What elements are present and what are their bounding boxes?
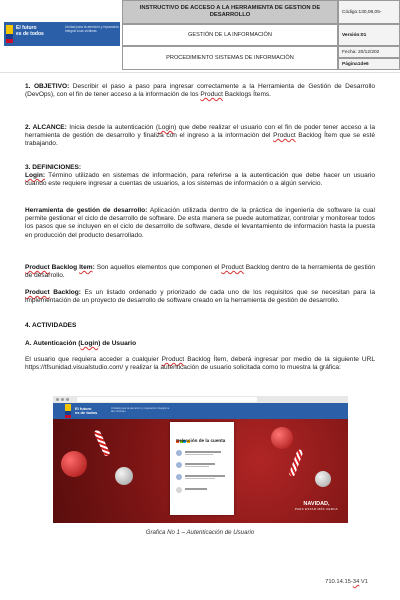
login-term: Login: xyxy=(25,172,45,180)
auth-product-word: Product xyxy=(161,356,185,363)
pbi-term-backlog: Backlog xyxy=(49,264,80,271)
logo-cell xyxy=(0,0,122,70)
account-option[interactable] xyxy=(176,449,230,458)
address-bar xyxy=(77,397,257,402)
auth-heading-login: Login xyxy=(80,340,99,347)
document-code: Código:130,08,05- xyxy=(338,0,400,24)
document-header xyxy=(0,0,400,72)
government-logo xyxy=(4,22,120,46)
figure-logo-bar xyxy=(53,403,348,419)
definiciones-heading: 3. DEFINICIONES: xyxy=(25,164,82,171)
ornament-icon xyxy=(115,467,133,485)
ornament-icon xyxy=(61,451,87,477)
pbi-product-word: Product xyxy=(221,264,244,271)
alcance-text: Inicia desde la autenticación ( xyxy=(66,124,159,131)
objetivo-heading: 1. OBJETIVO: xyxy=(25,83,70,90)
def-herramienta xyxy=(25,207,375,240)
banner-line2: PARA ESTAR MÁS CERCA xyxy=(294,507,338,511)
login-definition: Término utilizado en sistemas de información, para referirse a la autenticación que debe hacer un usuario cuando este requiere ingresar a cuentas de usuarios, a los sistemas de información o a algún servicio. xyxy=(25,172,375,188)
pb-term-product: Product xyxy=(25,289,50,296)
herramienta-term: Herramienta de gestión de desarrollo: xyxy=(25,207,148,214)
pbi-term-colon: : xyxy=(92,264,95,271)
pbi-definition: Son aquellos elementos que componen el xyxy=(94,264,222,271)
process-name: GESTIÓN DE LA INFORMACIÓN xyxy=(122,24,338,46)
section-objetivo xyxy=(25,83,375,99)
figure-logo-subtext: Unidad para la atención y reparación integral a las víctimas xyxy=(111,406,169,414)
document-date: Fecha: 20/12/202 xyxy=(338,46,400,58)
banner-line1: NAVIDAD, xyxy=(303,501,330,507)
use-another-account-option[interactable] xyxy=(176,486,230,495)
objetivo-text: Describir el paso a paso para ingresar correctamente a la Herramienta de Gestión de Desarrollo (DevOps), con el fin de tener acceso a la información de los xyxy=(25,83,375,99)
ornament-icon xyxy=(315,471,331,487)
logo-subtext: Unidad para la atención y reparación integral a las víctimas xyxy=(65,25,119,34)
dialog-title: Selección de la cuenta xyxy=(176,438,226,443)
header-divider xyxy=(0,72,400,73)
figure-logo-text: El futuro es de todos xyxy=(75,406,98,416)
candy-cane-icon xyxy=(288,449,303,477)
microsoft-logo-icon xyxy=(176,430,192,434)
herramienta-definition: Aplicación utilizada dentro de la práctica de ingeniería de software la cual permite gestionar el ciclo de desarrollo de software. De esta manera se puede automatizar, controlar y monitorear todos los pasos que se incluyen en el ciclo de desarrollo de software, desde el levantamiento de información hasta la puesta en producción del producto desarrollado. xyxy=(25,207,375,239)
account-option[interactable] xyxy=(176,461,230,470)
auth-text-a: El usuario que requiera acceder a cualquier xyxy=(25,356,162,363)
pbi-term-product: Product xyxy=(25,264,50,271)
def-login xyxy=(25,172,375,188)
alcance-text-end: Backlog Ítem que se esté trabajando. xyxy=(25,132,375,148)
footer-code: 710.14.15-34 V1 xyxy=(325,579,368,585)
login-screenshot-figure xyxy=(53,396,348,523)
pb-term-backlog: Backlog: xyxy=(49,289,81,296)
account-selection-dialog xyxy=(170,422,234,515)
christmas-banner xyxy=(295,502,338,512)
section-alcance xyxy=(25,124,375,149)
candy-cane-icon xyxy=(93,429,110,457)
colombia-flag-icon xyxy=(6,25,13,43)
def-product-backlog xyxy=(25,289,375,305)
account-option[interactable] xyxy=(176,473,230,482)
alcance-login-word: Login xyxy=(158,124,175,131)
alcance-text-mid: ) que debe realizar el usuario con el fin de poder tener acceso a la herramienta de gestión de desarrollo y finaliza con el ingreso a la información del xyxy=(25,124,375,140)
pbi-term-item: Item xyxy=(79,264,93,271)
page-number: Página 1 de 6 xyxy=(338,58,400,70)
autenticacion-heading xyxy=(25,340,375,348)
logo-text: El futuro es de todos xyxy=(16,25,44,37)
figure-caption: Grafica No 1 – Autenticación de Usuario xyxy=(145,529,255,536)
document-title: INSTRUCTIVO DE ACCESO A LA HERRAMIENTA DE GESTION DE DESARROLLO xyxy=(122,0,338,24)
pbi-definition-end: Backlog dentro de la herramienta de gestión de desarrollo. xyxy=(25,264,376,280)
procedure-name: PROCEDIMIENTO SISTEMAS DE INFORMACIÓN xyxy=(122,46,338,70)
section-definiciones xyxy=(25,164,375,189)
alcance-heading: 2. ALCANCE: xyxy=(25,124,67,131)
def-product-backlog-item xyxy=(25,264,375,280)
figure-flag-icon xyxy=(65,404,71,418)
objetivo-text-end: Backlogs Ítems. xyxy=(222,91,271,99)
alcance-product-word: Product xyxy=(273,132,296,140)
ornament-icon xyxy=(271,427,293,449)
auth-text-b: Backlog Ítem, deberá ingresar por medio de la siguiente URL https://tfsunidad.visualstudio.com/ y realizar la autenticación de usuario solicitada como lo muestra la gráfica: xyxy=(25,356,375,372)
autenticacion-text xyxy=(25,356,375,372)
document-version: Versión:01 xyxy=(338,24,400,46)
auth-heading-a: A. Autenticación ( xyxy=(25,340,81,347)
actividades-heading: 4. ACTIVIDADES xyxy=(25,322,77,329)
browser-toolbar xyxy=(53,396,348,403)
pb-definition: Es un listado ordenado y priorizado de cada uno de los requisitos que se necesitan para la implementación de un proyecto de desarrollo de software creado en la herramienta de gestión de desarrollo. xyxy=(25,289,375,305)
objetivo-product-word: Product xyxy=(200,91,223,99)
auth-heading-b: ) de Usuario xyxy=(98,340,137,347)
